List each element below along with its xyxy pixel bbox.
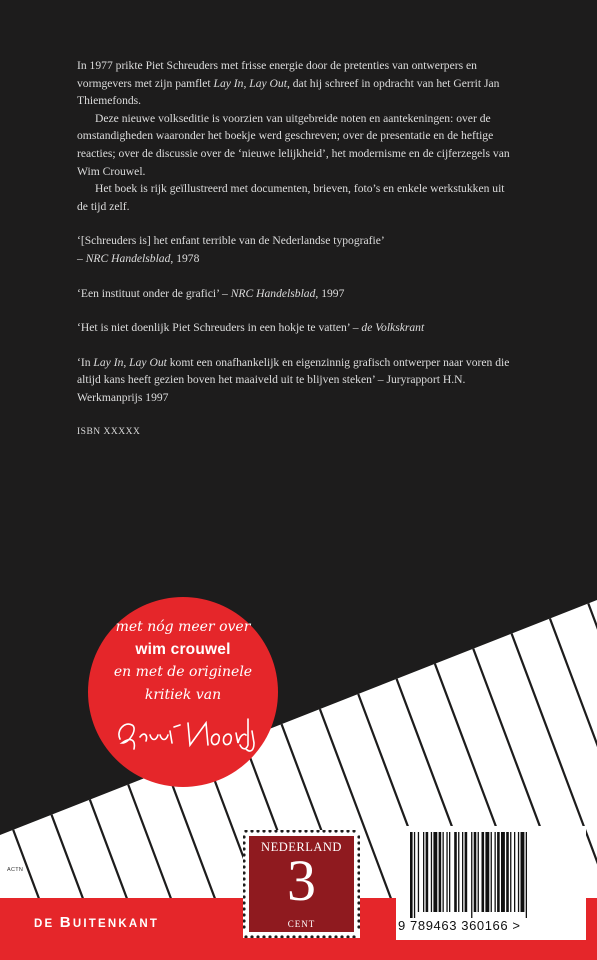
perforation-dot bbox=[280, 830, 283, 833]
barcode-bar bbox=[518, 832, 519, 912]
barcode-bar bbox=[454, 832, 457, 912]
blurb-paragraph-2: Deze nieuwe volkseditie is voorzien van uitgebreide noten en aantekeningen: over de omstandigheden waaronder het boekje werd geschreven; over de presentatie en de heftige reacties; over de discussie over de ‘nieuwe lelijkheid’, het modernisme en de cijferzegels van Wim Crouwel. bbox=[77, 111, 510, 178]
blurb-paragraph-1: In 1977 prikte Piet Schreuders met frisse energie door de pretenties van ontwerpers en vormgevers met zijn pamflet Lay In, Lay Out, dat hij schreef in opdracht van het Gerrit Jan Thiemefonds. bbox=[77, 59, 500, 108]
perforation-dot bbox=[243, 925, 246, 928]
perforation-dot bbox=[340, 830, 343, 833]
perforation-dot bbox=[243, 889, 246, 892]
isbn-label: ISBN XXXXX bbox=[77, 426, 141, 437]
barcode-bar bbox=[458, 832, 459, 912]
postage-stamp bbox=[243, 830, 360, 938]
perforation-dot bbox=[262, 935, 265, 938]
perforation-dot bbox=[292, 830, 295, 833]
perforation-dot bbox=[357, 901, 360, 904]
perforation-dot bbox=[250, 935, 253, 938]
perforation-dot bbox=[322, 935, 325, 938]
perforation-dot bbox=[243, 913, 246, 916]
barcode-bar bbox=[439, 832, 442, 912]
perforation-dot bbox=[357, 919, 360, 922]
perforation-dot bbox=[357, 925, 360, 928]
perforation-dot bbox=[346, 830, 349, 833]
perforation-dot bbox=[292, 935, 295, 938]
promo-badge bbox=[88, 597, 278, 787]
perforation-dot bbox=[357, 835, 360, 838]
barcode-bar bbox=[495, 832, 496, 912]
barcode-bar bbox=[501, 832, 505, 912]
barcode-bar bbox=[449, 832, 450, 912]
publisher-logo: DE BUITENKANT bbox=[34, 914, 160, 931]
perforation-dot bbox=[310, 830, 313, 833]
imprint-code: ACTN bbox=[7, 867, 24, 873]
blurb-paragraph-3: Het boek is rijk geïllustreerd met documenten, brieven, foto’s en enkele werkstukken uit de tijd zelf. bbox=[77, 182, 505, 213]
review-quote-4: ‘In Lay In, Lay Out komt een onafhankelijk en eigenzinnig grafisch ontwerper naar voren die altijd kans heeft gezien boven het maaiveld uit te blijven steken’ – Juryrapport H.N. Werkmanprijs 1997 bbox=[77, 355, 510, 404]
perforation-dot bbox=[357, 913, 360, 916]
perforation-dot bbox=[352, 830, 355, 833]
barcode-bar bbox=[446, 832, 447, 912]
perforation-dot bbox=[346, 935, 349, 938]
perforation-dot bbox=[334, 830, 337, 833]
perforation-dot bbox=[357, 889, 360, 892]
barcode-bar bbox=[414, 832, 415, 918]
perforation-dot bbox=[243, 919, 246, 922]
perforation-dot bbox=[298, 935, 301, 938]
perforation-dot bbox=[310, 935, 313, 938]
barcode-digits: 9 789463 360166 > bbox=[398, 918, 521, 933]
perforation-dot bbox=[243, 907, 246, 910]
perforation-dot bbox=[357, 853, 360, 856]
isbn-barcode bbox=[396, 826, 586, 940]
perforation-dot bbox=[243, 877, 246, 880]
badge-line-1: met nóg meer over bbox=[115, 619, 251, 635]
perforation-dot bbox=[243, 847, 246, 850]
perforation-dot bbox=[243, 883, 246, 886]
book-title: Lay In, Lay Out bbox=[213, 76, 287, 90]
perforation-dot bbox=[243, 853, 246, 856]
perforation-dot bbox=[262, 830, 265, 833]
perforation-dot bbox=[243, 835, 246, 838]
badge-line-4: kritiek van bbox=[144, 687, 222, 703]
perforation-dot bbox=[357, 847, 360, 850]
perforation-dot bbox=[352, 935, 355, 938]
barcode-bar bbox=[462, 832, 463, 912]
barcode-bar bbox=[465, 832, 468, 912]
barcode-bar bbox=[410, 832, 413, 918]
perforation-dot bbox=[244, 830, 247, 833]
perforation-dot bbox=[243, 859, 246, 862]
perforation-dot bbox=[322, 830, 325, 833]
perforation-dot bbox=[243, 871, 246, 874]
perforation-dot bbox=[357, 883, 360, 886]
barcode-bar bbox=[514, 832, 515, 912]
perforation-dot bbox=[268, 935, 271, 938]
barcode-bar bbox=[426, 832, 429, 912]
barcode-bar bbox=[521, 832, 525, 912]
perforation-dot bbox=[243, 865, 246, 868]
barcode-bar bbox=[423, 832, 424, 912]
perforation-dot bbox=[304, 935, 307, 938]
perforation-dot bbox=[357, 877, 360, 880]
perforation-dot bbox=[316, 830, 319, 833]
barcode-bar bbox=[506, 832, 509, 912]
perforation-dot bbox=[316, 935, 319, 938]
perforation-dot bbox=[357, 907, 360, 910]
barcode-icon bbox=[408, 832, 574, 918]
perforation-dot bbox=[243, 901, 246, 904]
barcode-bar bbox=[474, 832, 477, 912]
barcode-bar bbox=[471, 832, 472, 918]
perforation-dot bbox=[256, 935, 259, 938]
review-quote-3: ‘Het is niet doenlijk Piet Schreuders in een hokje te vatten’ – de Volkskrant bbox=[77, 321, 425, 335]
perforation-dot bbox=[256, 830, 259, 833]
perforation-dot bbox=[250, 830, 253, 833]
barcode-bar bbox=[485, 832, 489, 912]
stamp-unit: CENT bbox=[287, 919, 316, 929]
barcode-bar bbox=[443, 832, 444, 912]
stamp-perforation-icon bbox=[243, 830, 360, 938]
signature-icon bbox=[110, 709, 258, 759]
perforation-dot bbox=[243, 841, 246, 844]
stamp-value: 3 bbox=[287, 848, 316, 913]
barcode-bar bbox=[526, 832, 527, 918]
perforation-dot bbox=[357, 895, 360, 898]
perforation-dot bbox=[357, 871, 360, 874]
perforation-dot bbox=[334, 935, 337, 938]
perforation-dot bbox=[268, 830, 271, 833]
perforation-dot bbox=[274, 935, 277, 938]
barcode-bar bbox=[510, 832, 511, 912]
barcode-bar bbox=[497, 832, 500, 912]
barcode-bar bbox=[431, 832, 432, 912]
barcode-bar bbox=[418, 832, 419, 912]
perforation-dot bbox=[243, 895, 246, 898]
perforation-dot bbox=[328, 830, 331, 833]
review-quote-2: ‘Een instituut onder de grafici’ – NRC Handelsblad, 1997 bbox=[77, 286, 345, 300]
review-quote-1: ‘[Schreuders is] het enfant terrible van de Nederlandse typografie’ – NRC Handelsblad, 1978 bbox=[77, 234, 385, 265]
perforation-dot bbox=[286, 830, 289, 833]
perforation-dot bbox=[357, 859, 360, 862]
perforation-dot bbox=[280, 935, 283, 938]
perforation-dot bbox=[286, 935, 289, 938]
perforation-dot bbox=[357, 865, 360, 868]
barcode-bar bbox=[478, 832, 479, 912]
barcode-bar bbox=[482, 832, 485, 912]
perforation-dot bbox=[340, 935, 343, 938]
stamp-country: NEDERLAND bbox=[261, 840, 342, 854]
badge-line-2: wim crouwel bbox=[135, 641, 231, 658]
perforation-dot bbox=[244, 935, 247, 938]
perforation-dot bbox=[298, 830, 301, 833]
perforation-dot bbox=[274, 830, 277, 833]
barcode-bar bbox=[491, 832, 492, 912]
perforation-dot bbox=[357, 841, 360, 844]
perforation-dot bbox=[328, 935, 331, 938]
badge-line-3: en met de originele bbox=[113, 664, 253, 680]
perforation-dot bbox=[304, 830, 307, 833]
barcode-bar bbox=[433, 832, 437, 912]
